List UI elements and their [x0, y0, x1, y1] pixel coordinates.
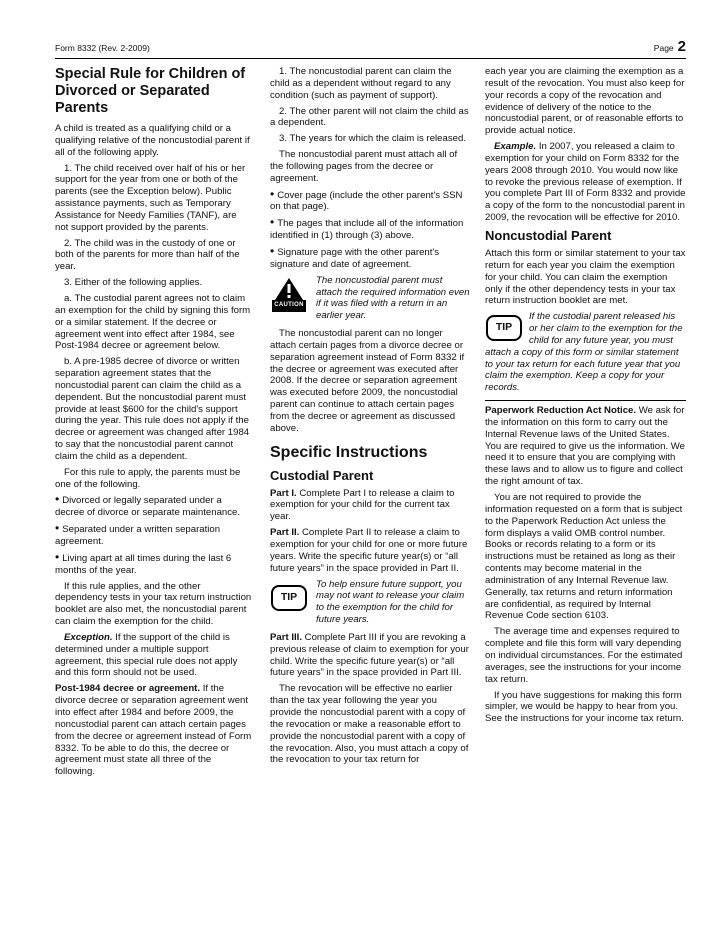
revocation-continued: each year you are claiming the exemption as a result of the revocation. You must also keep for your records a copy of the revocation and evidence of delivery of the notice to the noncustodial parent, or of reasonable efforts to provide actual notice.	[485, 66, 685, 137]
part3-paragraph	[270, 632, 470, 679]
dependency-paragraph: If this rule applies, and the other dependency tests in your tax return instruction booklet are also met, the noncustodial parent can claim the exemption for the child.	[55, 580, 252, 628]
bullet-signature-page: • Signature page with the other parent's signature and date of agreement.	[270, 246, 470, 271]
caution-label: CAUTION	[272, 300, 305, 312]
example-text: In 2007, you released a claim to exemption for your child on Form 8332 for the years 2008 through 2010. You would now like to revoke the previous release of exemption. If you complete Part III of Form 8332 and provide a copy of the form to the noncustodial parent in 2009, the revocation will be effective for 2010.	[485, 141, 686, 224]
revocation-paragraph: The revocation will be effective no earlier than the tax year following the year you provide the noncustodial parent with a copy of the revocation or make a reasonable effort to provide the noncustodial parent with a copy of the revocation. Also, you must attach a copy of the revocation to your tax return for	[270, 683, 469, 766]
tip-icon: TIP	[271, 585, 307, 611]
part3-text: Complete Part III if you are revoking a previous release of claim to exemption for your child. Write the specific future year(s) or “all future years” in the space provided in Part III.	[270, 631, 469, 679]
exception-paragraph	[55, 632, 252, 679]
example-label: Example.	[494, 141, 537, 153]
omb-paragraph: You are not required to provide the information requested on a form that is subject to the Paperwork Reduction Act unless the form displays a valid OMB control number. Books or records relating to a form or its instructions must be retained as long as their contents may become material in the administration of any Internal Revenue law. Generally, tax returns and return information are confidential, as required by Internal Revenue Code section 6103.	[485, 492, 683, 622]
tip-text-noncustodial: If the custodial parent released his or her claim to the exemption for the child for any future year, you must attach a copy of this form or similar statement to your tax return for each future year that you claim the exemption. Keep a copy for your records.	[485, 311, 683, 394]
page-label: Page	[653, 43, 674, 53]
condition-3b: b. A pre-1985 decree of divorce or written separation agreement states that the noncustodial parent can claim the child as a dependent. But the noncustodial parent must provide at least $600 for the child's support during the year. This rule does not apply if the decree or agreement was changed after 1984 to say that the noncustodial parent cannot claim the child as a dependent.	[55, 356, 250, 462]
caution-note	[270, 275, 470, 322]
attach-paragraph: The noncustodial parent must attach all of the following pages from the decree or agreement.	[270, 149, 458, 184]
bullet-cover-page: • Cover page (include the other parent's SSN on that page).	[270, 189, 470, 214]
suggestions-paragraph: If you have suggestions for making this form simpler, we would be happy to hear from you. See the instructions for your income tax return.	[485, 689, 684, 725]
average-time-paragraph: The average time and expenses required to complete and file this form will vary depending on individual circumstances. For the estimated averages, see the instructions for your income tax return.	[485, 626, 683, 685]
decree-condition-1: 1. The noncustodial parent can claim the child as a dependent without regard to any condition (such as payment of support).	[270, 66, 452, 101]
form-id: Form 8332 (Rev. 2-2009)	[55, 43, 150, 53]
part3-label: Part III.	[270, 631, 302, 643]
condition-2: 2. The child was in the custody of one or both of the parents for more than half of the year.	[55, 237, 240, 273]
exception-label: Exception.	[64, 631, 113, 643]
exception-text: If the support of the child is determined under a multiple support agreement, this special rule does not apply and this form should not be used.	[55, 631, 238, 679]
part1-paragraph	[270, 488, 470, 524]
bullet-info-pages: • The pages that include all of the information identified in (1) through (3) above.	[270, 217, 470, 242]
noncustodial-parent-title: Noncustodial Parent	[485, 227, 612, 243]
tip-note-noncustodial	[485, 311, 686, 394]
bullet-separated: • Separated under a written separation agreement.	[55, 523, 252, 548]
tip-note-future-support	[270, 579, 470, 626]
tip-icon: TIP	[486, 315, 522, 341]
page-indicator	[654, 38, 686, 55]
intro-paragraph: A child is treated as a qualifying child or a qualifying relative of the noncustodial parent if all of the following apply.	[55, 123, 250, 158]
no-longer-paragraph: The noncustodial parent can no longer attach certain pages from a divorce decree or separation agreement instead of Form 8332 if the decree or agreement was executed after 2008. If the decree or separation agreement was executed before 2009, the noncustodial parent can continue to attach certain pages from the decree or agreement as discussed above.	[270, 328, 465, 434]
part1-text: Complete Part I to release a claim to exemption for your child for the current tax year.	[270, 487, 455, 523]
custodial-parent-title: Custodial Parent	[270, 467, 374, 483]
example-paragraph	[485, 141, 686, 224]
post1984-label: Post-1984 decree or agreement.	[55, 683, 201, 695]
decree-condition-2: 2. The other parent will not claim the child as a dependent.	[270, 105, 469, 129]
caution-text: The noncustodial parent must attach the required information even if it was filed with a return in an earlier year.	[316, 274, 470, 322]
tip-text-future-support: To help ensure future support, you may not want to release your claim to the exemption for the child for future years.	[316, 578, 465, 626]
bullet-living-apart: • Living apart at all times during the last 6 months of the year.	[55, 552, 252, 577]
section-divider	[485, 400, 686, 401]
column-right	[485, 66, 686, 729]
page-header	[55, 38, 686, 60]
column-left	[55, 66, 252, 782]
part2-paragraph	[270, 527, 470, 574]
condition-3: 3. Either of the following applies.	[64, 277, 203, 289]
specific-instructions-title: Specific Instructions	[270, 443, 428, 461]
pra-label: Paperwork Reduction Act Notice.	[485, 405, 637, 417]
warning-triangle-icon	[274, 277, 304, 301]
page-number: 2	[677, 38, 686, 55]
bullet-divorced: • Divorced or legally separated under a decree of divorce or separate maintenance.	[55, 494, 252, 519]
pra-text: We ask for the information on this form to carry out the Internal Revenue laws of the United States. You are required to give us the information. We need it to ensure that you are complying with these laws and to allow us to figure and collect the right amount of tax.	[485, 405, 685, 488]
column-middle	[270, 66, 470, 770]
condition-3a: a. The custodial parent agrees not to claim an exemption for the child by signing this form or a similar statement. If the decree or agreement went into effect after 1984, see Post-1984 decree or agreement below.	[55, 292, 251, 352]
part2-text: Complete Part II to release a claim to exemption for your child for one or more future years. Write the specific future year(s) or “all future years” in the space provided in Part II.	[270, 527, 468, 574]
section-title-special-rule: Special Rule for Children of Divorced or Separated Parents	[55, 66, 246, 116]
pra-paragraph	[485, 405, 686, 488]
part1-label: Part I.	[270, 487, 297, 499]
caution-icon	[272, 277, 305, 312]
rule-intro: For this rule to apply, the parents must be one of the following.	[55, 466, 241, 490]
part2-label: Part II.	[270, 527, 300, 539]
post1984-text: If the divorce decree or separation agreement went into effect after 1984 and before 2009, the noncustodial parent can attach certain pages from the decree or agreement instead of Form 8332. To be able to do this, the decree or agreement must state all three of the following.	[55, 683, 252, 778]
header-rule	[55, 58, 686, 59]
condition-1: 1. The child received over half of his or her support for the year from one or both of the parents (see the Exception below). Public assistance payments, such as Temporary Assistance for Needy Families (TANF), are not support provided by the parents.	[55, 162, 246, 233]
decree-condition-3: 3. The years for which the claim is released.	[279, 133, 466, 145]
post1984-paragraph	[55, 683, 252, 778]
noncustodial-paragraph: Attach this form or similar statement to your tax return for each year you claim the exemption for your child. You can claim the exemption only if the other dependency tests in your tax return instruction booklet are met.	[485, 247, 686, 307]
